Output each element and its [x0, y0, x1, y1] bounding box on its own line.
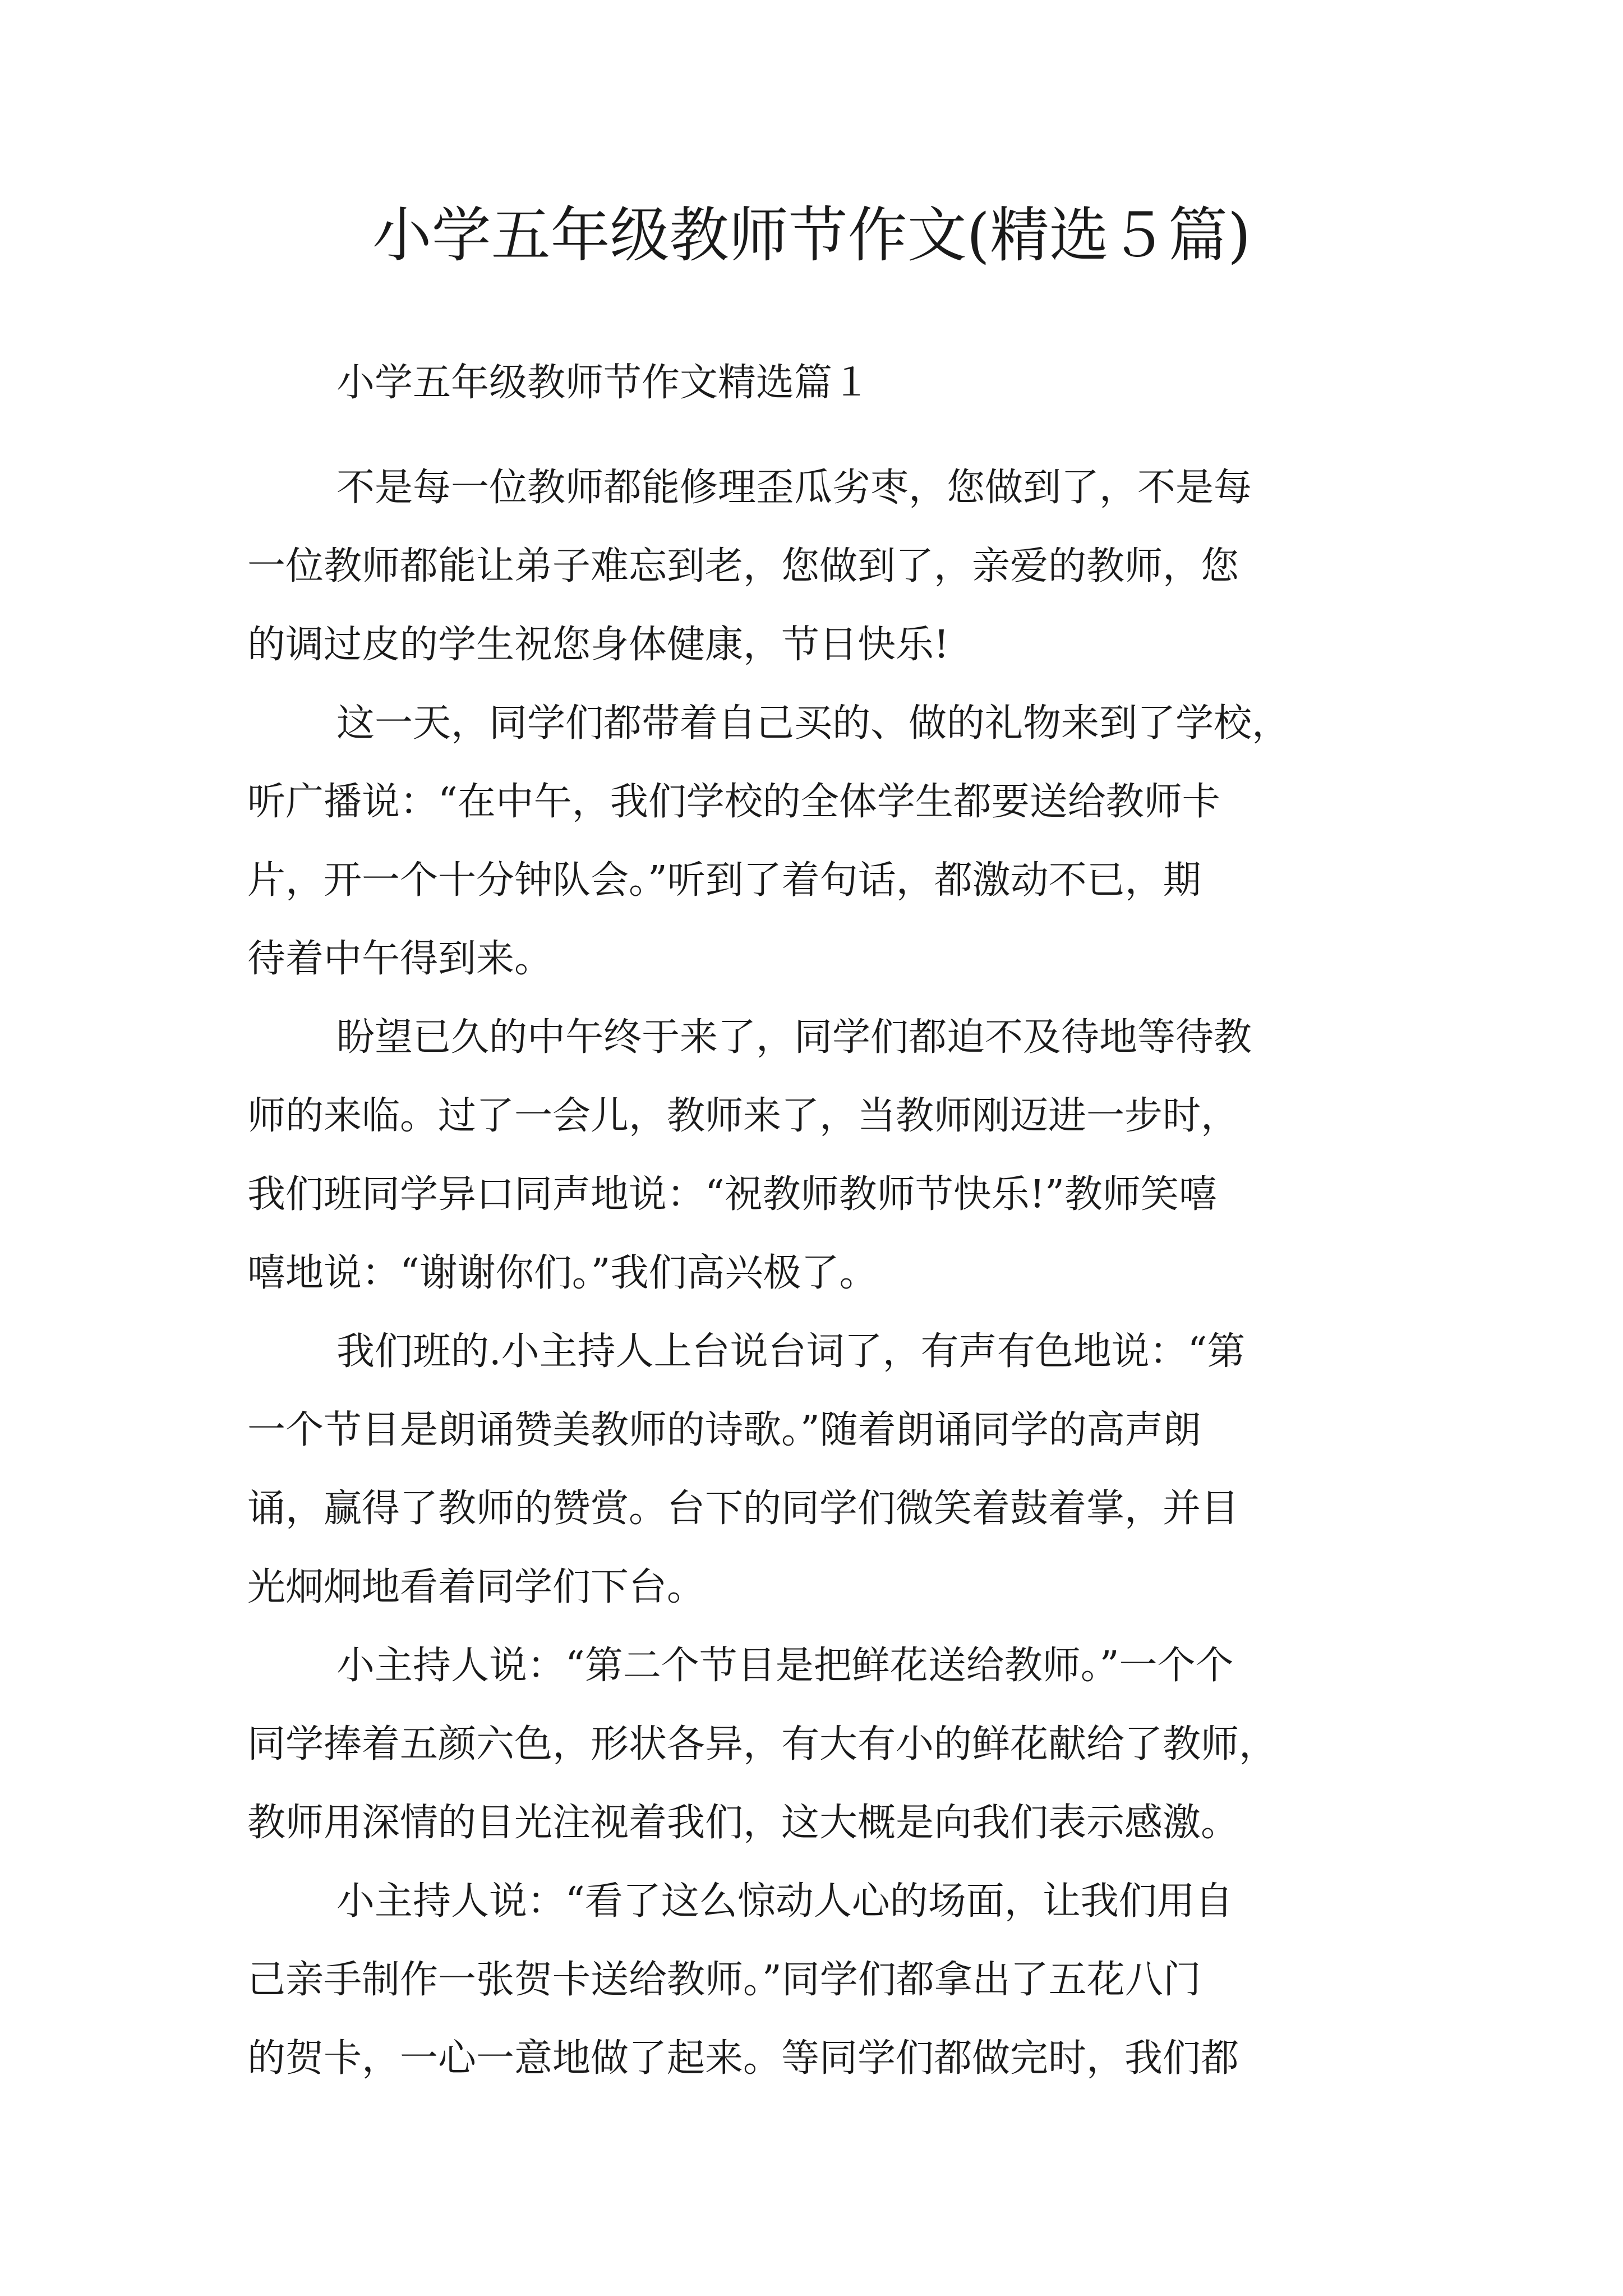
text-line: 待着中午得到来。	[247, 937, 553, 981]
text-line: 听广播说：“在中午，我们学校的全体学生都要送给教师卡	[247, 780, 1220, 824]
text-line: 己亲手制作一张贺卡送给教师。”同学们都拿出了五花八门	[247, 1958, 1201, 2002]
text-line: 一位教师都能让弟子难忘到老，您做到了，亲爱的教师，您	[247, 544, 1239, 588]
text-line: 不是每一位教师都能修理歪瓜劣枣，您做到了，不是每	[336, 466, 1252, 510]
text-line: 教师用深情的目光注视着我们，这大概是向我们表示感激。	[247, 1801, 1239, 1845]
text-line: 我们班的.小主持人上台说台词了，有声有色地说：“第	[336, 1329, 1246, 1374]
text-line: 师的来临。过了一会儿，教师来了，当教师刚迈进一步时，	[247, 1094, 1239, 1138]
text-line: 一个节目是朗诵赞美教师的诗歌。”随着朗诵同学的高声朗	[247, 1408, 1201, 1452]
text-line: 的调过皮的学生祝您身体健康，节日快乐!	[247, 623, 949, 667]
text-line: 片，开一个十分钟队会。”听到了着句话，都激动不已，期	[247, 858, 1201, 903]
text-line: 诵，赢得了教师的赞赏。台下的同学们微笑着鼓着掌，并目	[247, 1487, 1239, 1531]
text-line: 的贺卡，一心一意地做了起来。等同学们都做完时，我们都	[247, 2036, 1239, 2081]
text-line: 小主持人说：“第二个节目是把鲜花送给教师。”一个个	[336, 1644, 1234, 1688]
text-line: 小主持人说：“看了这么惊动人心的场面，让我们用自	[336, 1879, 1233, 1924]
document-title: 小学五年级教师节作文(精选５篇)	[372, 201, 1251, 270]
text-line: 同学捧着五颜六色，形状各异，有大有小的鲜花献给了教师，	[247, 1722, 1278, 1766]
text-line: 盼望已久的中午终于来了，同学们都迫不及待地等待教	[336, 1015, 1252, 1060]
text-line: 光炯炯地看着同学们下台。	[247, 1565, 706, 1609]
text-line: 我们班同学异口同声地说：“祝教师教师节快乐!”教师笑嘻	[247, 1172, 1217, 1217]
text-line: 嘻地说：“谢谢你们。”我们高兴极了。	[247, 1251, 878, 1295]
section-heading: 小学五年级教师节作文精选篇１	[336, 361, 871, 405]
text-line: 这一天，同学们都带着自己买的、做的礼物来到了学校，	[336, 701, 1290, 746]
